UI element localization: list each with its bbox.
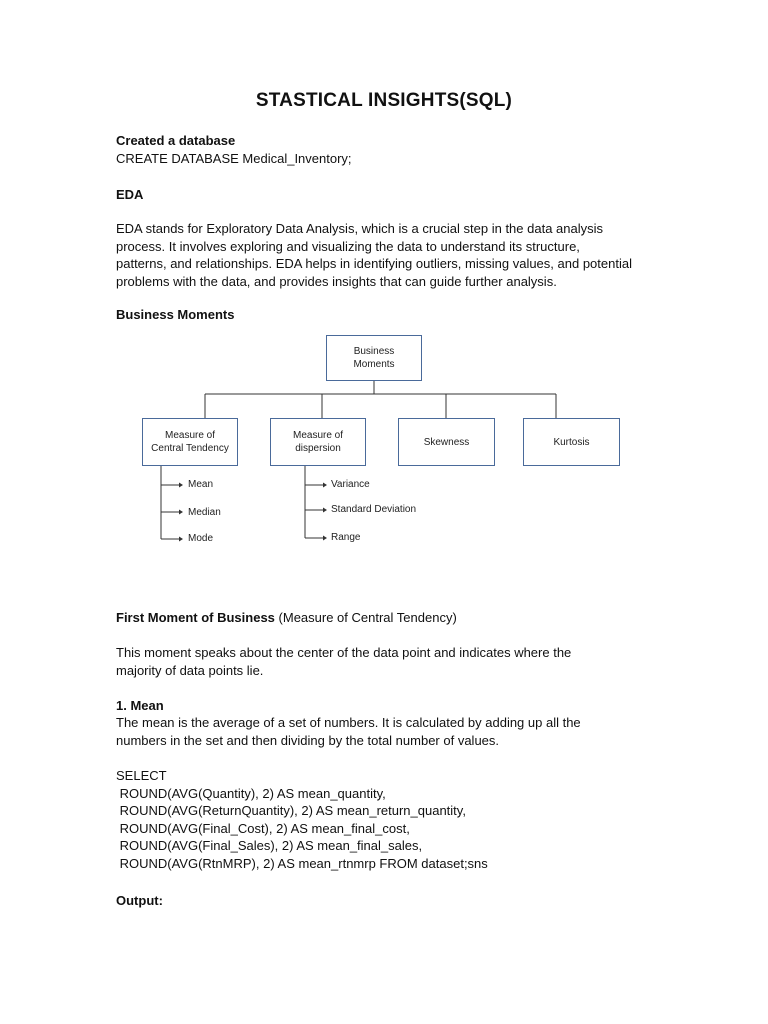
arrowhead-median <box>179 510 183 515</box>
leaf-median: Median <box>188 507 221 518</box>
node-central-tendency: Measure of Central Tendency <box>142 418 238 466</box>
arrowhead-variance <box>323 483 327 488</box>
node-business-moments: Business Moments <box>326 335 422 381</box>
page-title: STASTICAL INSIGHTS(SQL) <box>255 90 513 111</box>
leaf-standard-deviation: Standard Deviation <box>331 504 417 515</box>
node-dispersion: Measure of dispersion <box>270 418 366 466</box>
business-moments-heading: Business Moments <box>116 307 235 322</box>
create-database-statement: CREATE DATABASE Medical_Inventory; <box>116 151 352 166</box>
arrowhead-mean <box>179 483 183 488</box>
sql-line: ROUND(AVG(Quantity), 2) AS mean_quantity, <box>116 785 386 801</box>
first-moment-paragraph: This moment speaks about the center of the data point and indicates where the majority of data points lie. <box>116 645 572 678</box>
node-skewness: Skewness <box>398 418 495 466</box>
mean-paragraph: The mean is the average of a set of numbers. It is calculated by adding up all the numbers in the set and then dividing by the total number of values. <box>116 715 581 748</box>
sql-line: ROUND(AVG(Final_Sales), 2) AS mean_final_sales, <box>116 838 423 853</box>
arrowhead-stddev <box>323 508 327 513</box>
sql-line: ROUND(AVG(Final_Cost), 2) AS mean_final_cost, <box>116 820 410 836</box>
eda-heading: EDA <box>116 187 144 202</box>
sql-line: ROUND(AVG(RtnMRP), 2) AS mean_rtnmrp FROM dataset;sns <box>116 855 488 871</box>
arrowhead-range <box>323 536 327 541</box>
business-moments-diagram <box>136 332 626 552</box>
leaf-range: Range <box>331 532 361 543</box>
mean-heading: 1. Mean <box>116 698 164 713</box>
leaf-mean: Mean <box>188 479 214 490</box>
sql-line: SELECT <box>116 768 167 783</box>
first-moment-heading-bold: First Moment of Business <box>116 610 275 625</box>
leaf-mode: Mode <box>188 533 214 544</box>
output-label: Output: <box>116 893 163 908</box>
sql-code-block <box>116 767 656 872</box>
sql-line: ROUND(AVG(ReturnQuantity), 2) AS mean_return_quantity, <box>116 803 466 818</box>
eda-paragraph: EDA stands for Exploratory Data Analysis, which is a crucial step in the data analysis process. It involves exploring and visualizing the data to understand its structure, patterns, and relationships. EDA helps in identifying outliers, missing values, and potential problems with the data, and provides insights that can guide further analysis. <box>116 221 632 289</box>
first-moment-heading-rest: (Measure of Central Tendency) <box>274 610 457 625</box>
leaf-variance: Variance <box>331 479 370 490</box>
created-database-heading: Created a database <box>116 133 236 148</box>
node-kurtosis: Kurtosis <box>523 418 620 466</box>
arrowhead-mode <box>179 537 183 542</box>
first-moment-heading <box>116 609 656 627</box>
